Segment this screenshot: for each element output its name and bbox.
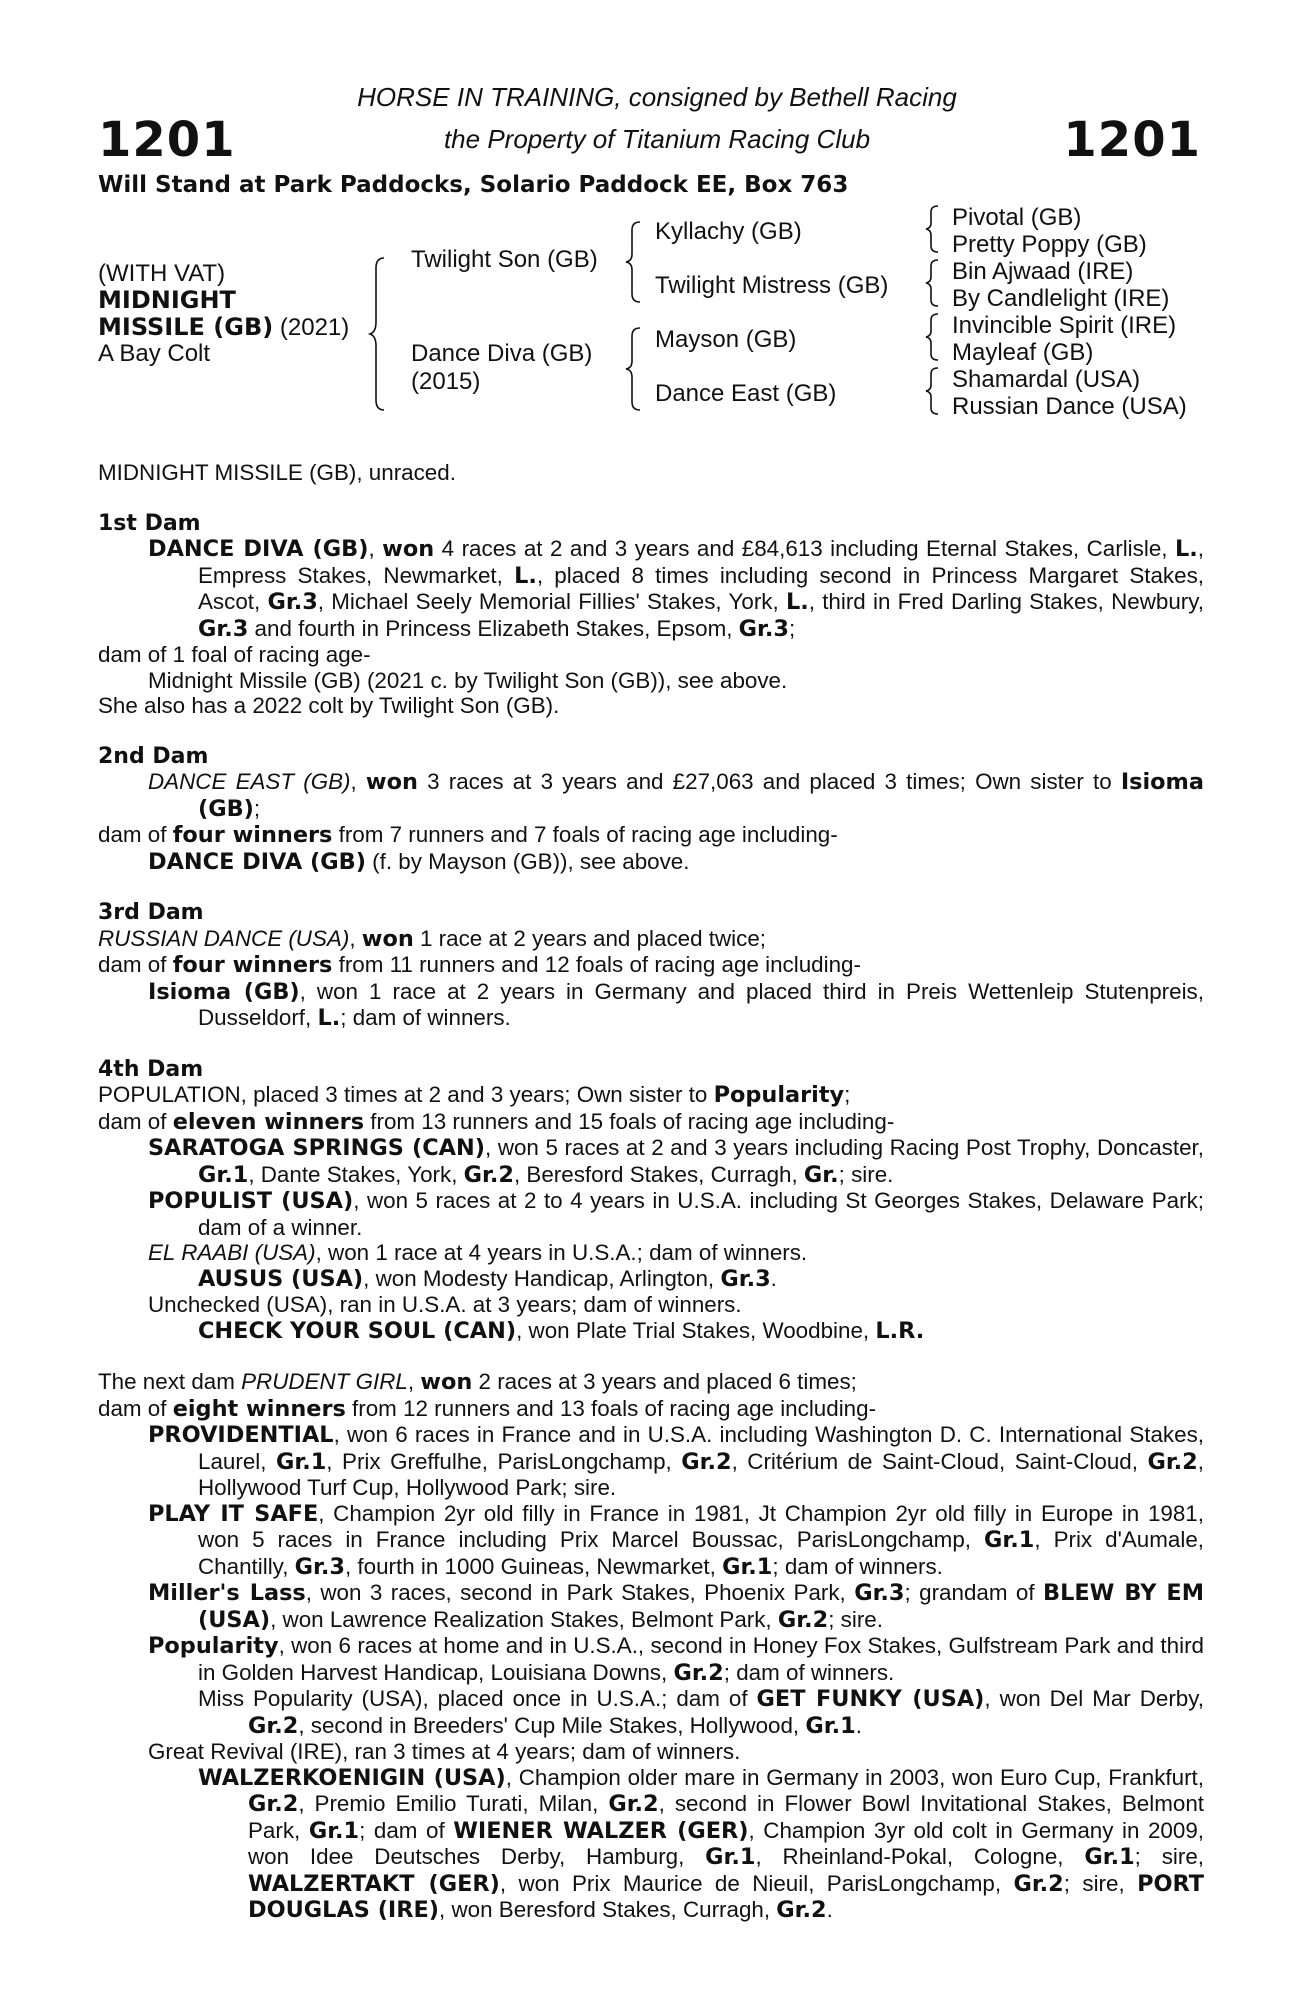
brace-g4 bbox=[924, 366, 942, 416]
dam-dam: Dance East (GB) bbox=[655, 380, 837, 407]
horse-description: A Bay Colt bbox=[98, 340, 211, 367]
next-dam-record: The next dam PRUDENT GIRL, won 2 races at 3 years and placed 6 times; bbox=[98, 1369, 857, 1395]
fourth-dam-record: POPULATION, placed 3 times at 2 and 3 years; Own sister to Popularity; bbox=[98, 1082, 851, 1108]
progeny-play-it-safe: PLAY IT SAFE, Champion 2yr old filly in France in 1981, Jt Champion 2yr old filly in Europe in 1981, won 5 races in France including Prix Marcel Boussac, ParisLongchamp, Gr.1, Prix d'Aumale, Chantilly, Gr.3, fourth in 1000 Guineas, Newmarket, Gr.1; dam of winners. bbox=[148, 1500, 1205, 1580]
progeny-saratoga-springs: SARATOGA SPRINGS (CAN), won 5 races at 2 and 3 years including Racing Post Trophy, Doncaster, Gr.1, Dante Stakes, York, Gr.2, Beresford Stakes, Curragh, Gr.; sire. bbox=[148, 1135, 1204, 1188]
progeny-walzerkoenigin: WALZERKOENIGIN (USA), Champion older mare in Germany in 2003, won Euro Cup, Frankfurt, Gr.2, Premio Emilio Turati, Milan, Gr.2, second in Flower Bowl Invitational Stakes, Belmont Park, Gr.1; dam of WIENER WALZER (GER), Champion 3yr old colt in Germany in 2009, won Idee Deutsches Derby, Hamburg, Gr.1, Rheinland-Pokal, Cologne, Gr.1; sire, WALZERTAKT (GER), won Prix Maurice de Nieuil, ParisLongchamp, Gr.2; sire, PORT DOUGLAS (IRE), won Beresford Stakes, Curragh, Gr.2. bbox=[198, 1764, 1205, 1923]
first-dam-also: She also has a 2022 colt by Twilight Son (GB). bbox=[98, 693, 560, 718]
stand-location: Will Stand at Park Paddocks, Solario Paddock EE, Box 763 bbox=[98, 172, 849, 198]
catalogue-body bbox=[98, 460, 1204, 1924]
horse-name-line1: MIDNIGHT bbox=[98, 286, 236, 314]
summary: MIDNIGHT MISSILE (GB), unraced. bbox=[98, 460, 456, 485]
progeny-miss-popularity: Miss Popularity (USA), placed once in U.S.A.; dam of GET FUNKY (USA), won Del Mar Derby, Gr.2, second in Breeders' Cup Mile Stakes, Hollywood, Gr.1. bbox=[198, 1686, 1205, 1739]
consignment-line: HORSE IN TRAINING, consigned by Bethell Racing bbox=[357, 82, 957, 112]
sire-dam: Twilight Mistress (GB) bbox=[655, 272, 889, 299]
fourth-dam-heading: 4th Dam bbox=[98, 1056, 204, 1082]
brace-g2 bbox=[924, 258, 942, 308]
second-dam-progeny: DANCE DIVA (GB) (f. by Mayson (GB)), see above. bbox=[148, 848, 690, 875]
progeny-popularity: Popularity, won 6 races at home and in U.S.A., second in Honey Fox Stakes, Gulfstream Park and third in Golden Harvest Handicap, Louisiana Downs, Gr.2; dam of winners. bbox=[148, 1633, 1204, 1686]
ancestor-4: By Candlelight (IRE) bbox=[952, 285, 1170, 312]
sire-sire: Kyllachy (GB) bbox=[655, 218, 802, 245]
progeny-great-revival: Great Revival (IRE), ran 3 times at 4 years; dam of winners. bbox=[148, 1739, 741, 1764]
ancestor-8: Russian Dance (USA) bbox=[952, 393, 1187, 420]
progeny-unchecked: Unchecked (USA), ran in U.S.A. at 3 years; dam of winners. bbox=[148, 1292, 742, 1317]
third-dam-record: RUSSIAN DANCE (USA), won 1 race at 2 years and placed twice; bbox=[98, 925, 767, 952]
brace-g1 bbox=[924, 204, 942, 254]
ancestor-5: Invincible Spirit (IRE) bbox=[952, 312, 1177, 339]
horse-name: MISSILE (GB) bbox=[98, 313, 274, 341]
third-dam-heading: 3rd Dam bbox=[98, 900, 204, 925]
ancestor-1: Pivotal (GB) bbox=[952, 204, 1082, 231]
progeny-check-your-soul: CHECK YOUR SOUL (CAN), won Plate Trial Stakes, Woodbine, L.R. bbox=[198, 1317, 925, 1344]
vat-note: (WITH VAT) bbox=[98, 260, 226, 287]
first-dam-heading: 1st Dam bbox=[98, 510, 201, 536]
progeny-providential: PROVIDENTIAL, won 6 races in France and in U.S.A. including Washington D. C. International Stakes, Laurel, Gr.1, Prix Greffulhe, ParisLongchamp, Gr.2, Critérium de Saint-Cloud, Saint-Cloud, Gr.2, Hollywood Turf Cup, Hollywood Park; sire. bbox=[148, 1422, 1204, 1500]
lot-number-right: 1201 bbox=[1063, 112, 1201, 168]
second-dam-heading: 2nd Dam bbox=[98, 743, 209, 769]
property-line: the Property of Titanium Racing Club bbox=[443, 124, 871, 154]
first-dam-record: DANCE DIVA (GB), won 4 races at 2 and 3 years and £84,613 including Eternal Stakes, Carlisle, L., Empress Stakes, Newmarket, L., placed 8 times including second in Princess Margaret Stakes, Ascot, Gr.3, Michael Seely Memorial Fillies' Stakes, York, L., third in Fred Darling Stakes, Newbury, Gr.3 and fourth in Princess Elizabeth Stakes, Epsom, Gr.3; bbox=[148, 536, 1204, 642]
first-dam-foal: Midnight Missile (GB) (2021 c. by Twilight Son (GB)), see above. bbox=[148, 667, 788, 693]
brace-generation-1 bbox=[368, 256, 388, 412]
horse-name-line2 bbox=[98, 313, 349, 342]
dam: Dance Diva (GB) bbox=[411, 340, 593, 367]
progeny-populist: POPULIST (USA), won 5 races at 2 to 4 years in U.S.A. including St Georges Stakes, Delaware Park; dam of a winner. bbox=[148, 1188, 1205, 1240]
dam-sire: Mayson (GB) bbox=[655, 326, 797, 353]
third-dam-progeny: Isioma (GB), won 1 race at 2 years in Germany and placed third in Preis Wettenleip Stutenpreis, Dusseldorf, L.; dam of winners. bbox=[148, 978, 1204, 1031]
horse-year: (2021) bbox=[273, 314, 350, 341]
first-dam-produce-intro: dam of 1 foal of racing age- bbox=[98, 642, 371, 667]
progeny-millers-lass: Miller's Lass, won 3 races, second in Park Stakes, Phoenix Park, Gr.3; grandam of BLEW BY EM (USA), won Lawrence Realization Stakes, Belmont Park, Gr.2; sire. bbox=[148, 1580, 1204, 1633]
sire: Twilight Son (GB) bbox=[411, 246, 598, 273]
second-dam-produce-intro: dam of four winners from 7 runners and 7 foals of racing age including- bbox=[98, 822, 838, 848]
third-dam-produce-intro: dam of four winners from 11 runners and 12 foals of racing age including- bbox=[98, 952, 861, 978]
next-dam-produce-intro: dam of eight winners from 12 runners and 13 foals of racing age including- bbox=[98, 1395, 877, 1422]
progeny-ausus: AUSUS (USA), won Modesty Handicap, Arlington, Gr.3. bbox=[198, 1265, 777, 1292]
dam-year: (2015) bbox=[411, 368, 481, 395]
lot-number-left: 1201 bbox=[98, 112, 236, 168]
ancestor-2: Pretty Poppy (GB) bbox=[952, 231, 1147, 258]
fourth-dam-produce-intro: dam of eleven winners from 13 runners and 15 foals of racing age including- bbox=[98, 1108, 895, 1135]
brace-dam-line bbox=[624, 326, 644, 412]
brace-sire-line bbox=[624, 220, 644, 304]
ancestor-3: Bin Ajwaad (IRE) bbox=[952, 258, 1134, 285]
progeny-el-raabi: EL RAABI (USA), won 1 race at 4 years in U.S.A.; dam of winners. bbox=[148, 1240, 808, 1265]
brace-g3 bbox=[924, 312, 942, 362]
second-dam-record: DANCE EAST (GB), won 3 races at 3 years and £27,063 and placed 3 times; Own sister to Isioma (GB); bbox=[148, 769, 1204, 822]
ancestor-6: Mayleaf (GB) bbox=[952, 339, 1094, 366]
ancestor-7: Shamardal (USA) bbox=[952, 366, 1141, 393]
